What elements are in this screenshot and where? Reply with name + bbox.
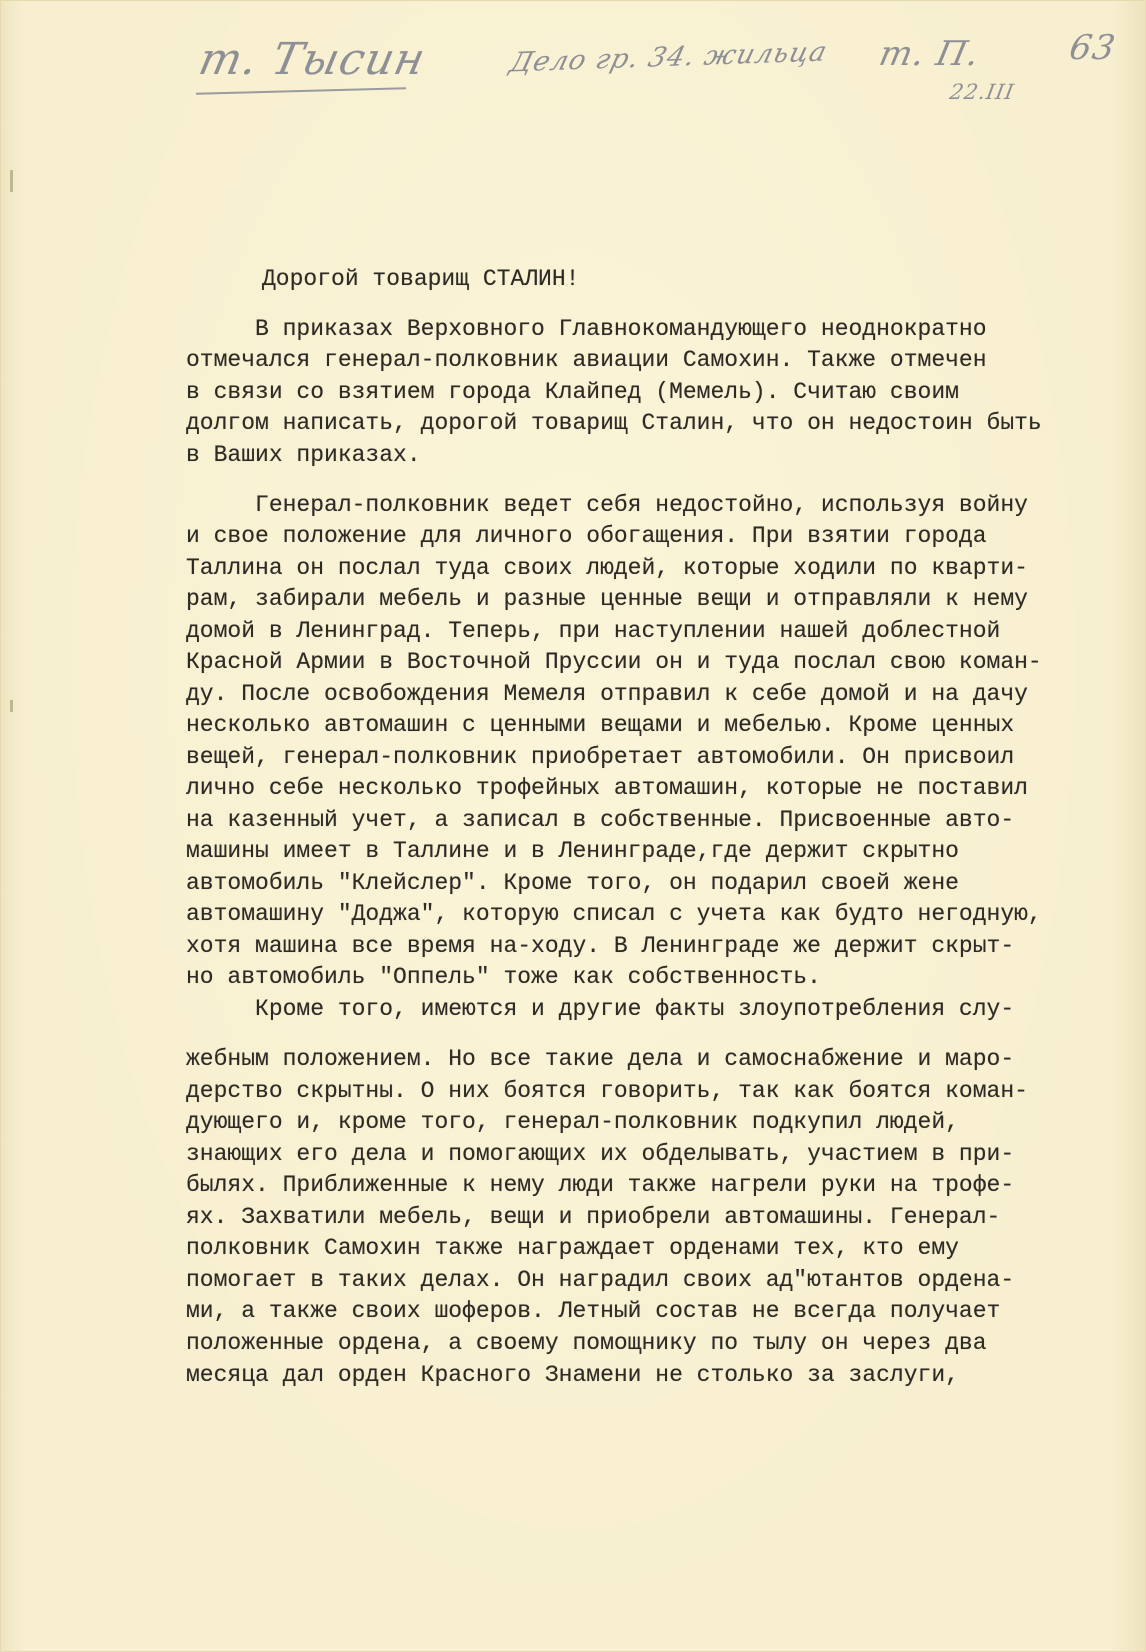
letter-salutation: Дорогой товарищ СТАЛИН! — [262, 266, 580, 292]
margin-mark — [10, 700, 13, 712]
page-number: 63 — [1066, 28, 1119, 68]
letter-line: в Ваших приказах. — [186, 442, 421, 468]
letter-line: Красной Армии в Восточной Пруссии он и туда послал свою коман- — [186, 649, 1042, 675]
handwritten-name: т. Тысин — [194, 34, 431, 85]
letter-line: Генерал-полковник ведет себя недостойно, используя войну — [186, 492, 1028, 518]
letter-line: отмечался генерал-полковник авиации Самохин. Также отмечен — [186, 347, 987, 373]
letter-line: былях. Приближенные к нему люди также нагрели руки на трофе- — [186, 1172, 1015, 1198]
letter-line: машины имеет в Таллине и в Ленинграде,где держит скрытно — [186, 838, 959, 864]
letter-line: помогает в таких делах. Он наградил своих ад"ютантов ордена- — [186, 1267, 1015, 1293]
letter-line: дерство скрытны. О них боятся говорить, так как боятся коман- — [186, 1078, 1028, 1104]
letter-line: полковник Самохин также награждает орденами тех, кто ему — [186, 1235, 959, 1261]
letter-line: в связи со взятием города Клайпед (Мемель). Считаю своим — [186, 379, 959, 405]
letter-line: жебным положением. Но все такие дела и самоснабжение и маро- — [186, 1046, 1015, 1072]
letter-line: ду. После освобождения Мемеля отправил к себе домой и на дачу — [186, 681, 1028, 707]
letter-line: Таллина он послал туда своих людей, которые ходили по кварти- — [186, 555, 1028, 581]
letter-line: рам, забирали мебель и разные ценные вещи и отправляли к нему — [186, 586, 1028, 612]
letter-line: положенные ордена, а своему помощнику по тылу он через два — [186, 1330, 987, 1356]
letter-line: автомобиль "Клейслер". Кроме того, он подарил своей жене — [186, 870, 959, 896]
letter-line: хотя машина все время на-ходу. В Ленинграде же держит скрыт- — [186, 933, 1015, 959]
letter-line: Кроме того, имеются и другие факты злоупотребления слу- — [186, 996, 1015, 1022]
letter-line: долгом написать, дорогой товарищ Сталин, что он недостоин быть — [186, 410, 1042, 436]
letter-line: и свое положение для личного обогащения. При взятии города — [186, 523, 987, 549]
letter-line: В приказах Верховного Главнокомандующего неоднократно — [186, 316, 987, 342]
letter-line: месяца дал орден Красного Знамени не столько за заслуги, — [186, 1362, 959, 1388]
letter-line: но автомобиль "Оппель" тоже как собственность. — [186, 964, 821, 990]
margin-mark — [10, 170, 13, 192]
letter-line: автомашину "Доджа", которую списал с учета как будто негодную, — [186, 901, 1042, 927]
handwritten-underline — [196, 87, 406, 94]
letter-line: лично себе несколько трофейных автомашин, которые не поставил — [186, 775, 1028, 801]
letter-line: знающих его дела и помогающих их обделывать, участием в при- — [186, 1141, 1015, 1167]
handwritten-initial: т. П. — [875, 34, 984, 74]
letter-line: домой в Ленинград. Теперь, при наступлении нашей доблестной — [186, 618, 1001, 644]
handwritten-note: Дело гр. 34. жильца — [506, 36, 831, 79]
letter-line: ях. Захватили мебель, вещи и приобрели автомашины. Генерал- — [186, 1204, 1001, 1230]
letter-line: на казенный учет, а записал в собственные. Присвоенные авто- — [186, 807, 1015, 833]
letter-line: дующего и, кроме того, генерал-полковник подкупил людей, — [186, 1109, 959, 1135]
handwritten-date: 22.III — [947, 80, 1017, 104]
letter-line: несколько автомашин с ценными вещами и мебелью. Кроме ценных — [186, 712, 1015, 738]
letter-line: ми, а также своих шоферов. Летный состав не всегда получает — [186, 1298, 1001, 1324]
letter-line: вещей, генерал-полковник приобретает автомобили. Он присвоил — [186, 744, 1015, 770]
